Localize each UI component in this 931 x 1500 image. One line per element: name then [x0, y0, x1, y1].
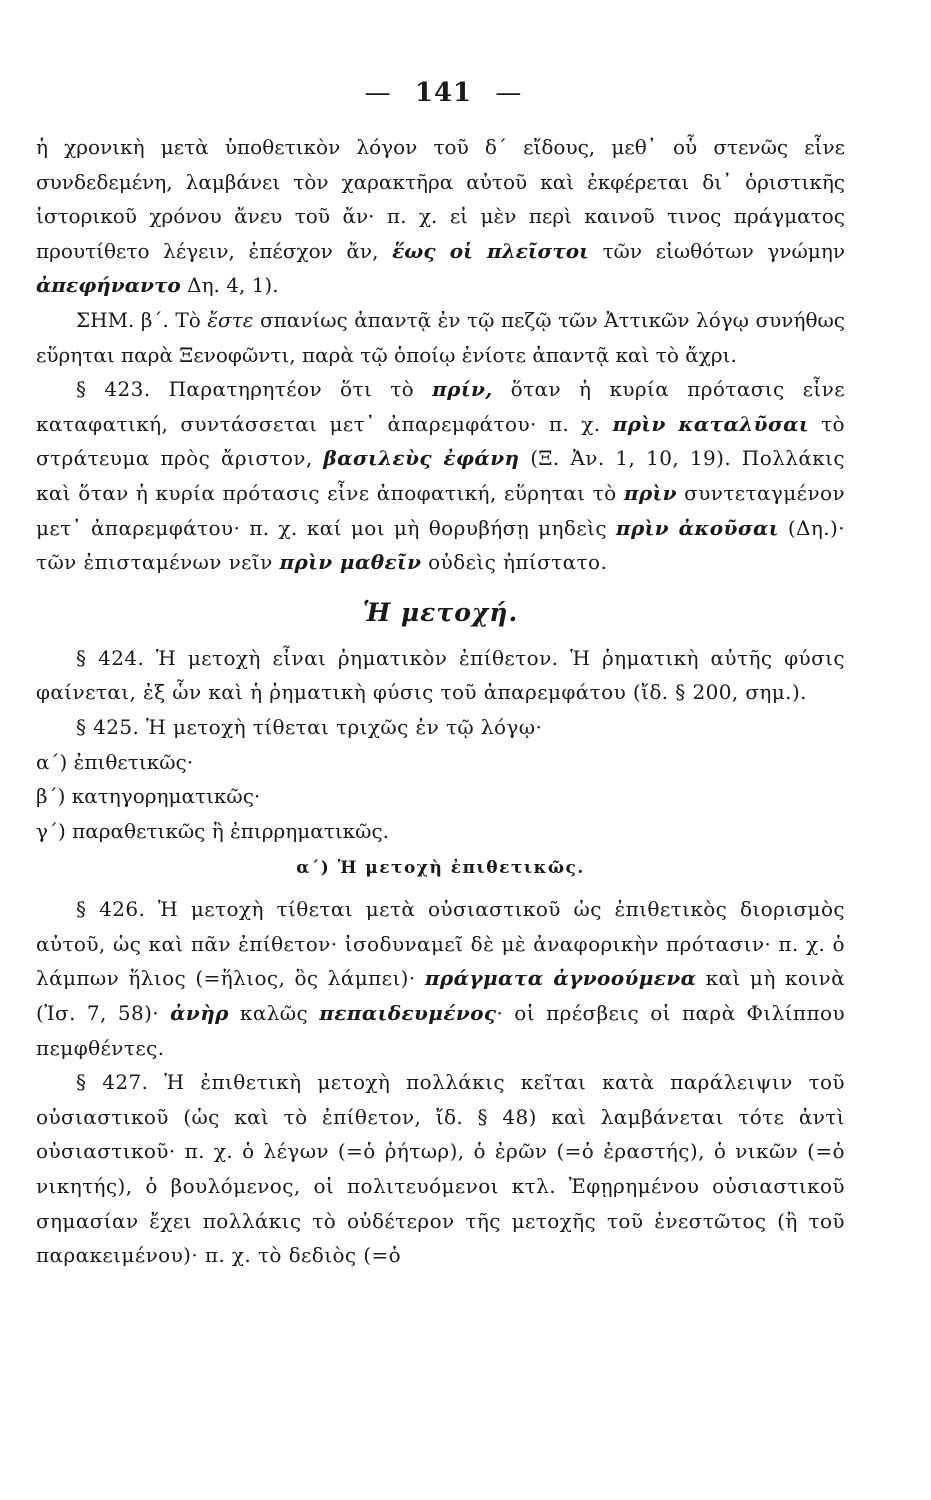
page-number: 141 [414, 78, 473, 108]
list-item: γ΄) παραθετικῶς ἢ ἐπιρρηματικῶς. [36, 818, 390, 843]
emphasis: ἕως οἱ πλεῖστοι [392, 238, 589, 263]
section-424: § 424. Ἡ μετοχὴ εἶναι ῥηματικὸν ἐπίθετον. Ἡ ῥηματικὴ αὐτῆς φύσις φαίνεται, ἐξ ὧν καὶ ἡ ῥηματικὴ φύσις τοῦ ἀπαρεμφάτου (ἴδ. § 200, σημ.). [36, 645, 845, 705]
folio-dash-left: — [364, 78, 392, 108]
section-426: § 426. Ἡ μετοχὴ τίθεται μετὰ οὐσιαστικοῦ ὡς ἐπιθετικὸς διορισμὸς αὐτοῦ, ὡς καὶ πᾶν ἐπίθετον· ἰσοδυναμεῖ δὲ μὲ ἀναφορικὴν πρότασιν· π. χ. ὁ λάμπων ἥλιος (=ἥλιος, ὃς λάμπει)· πράγματα ἀγνοούμενα καὶ μὴ κοινὰ (Ἰσ. 7, 58)· ἀνὴρ καλῶς πεπαιδευμένος· οἱ πρέσβεις οἱ παρὰ Φιλίππου πεμφθέντες. [36, 897, 845, 1060]
section-heading: Ἡ μετοχή. [362, 597, 519, 627]
list-item: β΄) κατηγορηματικῶς· [36, 784, 261, 809]
list-item: α΄) ἐπιθετικῶς· [36, 749, 194, 774]
subsection-heading: α΄) Ἡ μετοχὴ ἐπιθετικῶς. [296, 858, 585, 879]
emphasis: ἀπεφήναντο [36, 273, 181, 298]
section-423: § 423. Παρατηρητέον ὅτι τὸ πρίν, ὅταν ἡ κυρία πρότασις εἶνε καταφατική, συντάσσεται μετ᾽ ἀπαρεμφάτου· π. χ. πρὶν καταλῦσαι τὸ στράτευμα πρὸς ἄριστον, βασιλεὺς ἐφάνη (Ξ. Ἀν. 1, 10, 19). Πολλάκις καὶ ὅταν ἡ κυρία πρότασις εἶνε ἀποφατική, εὕρηται τὸ πρὶν συντεταγμένον μετ᾽ ἀπαρεμφάτου· π. χ. καί μοι μὴ θορυβήσῃ μηδεὶς πρὶν ἀκοῦσαι (Δη.)· τῶν ἐπισταμένων νεῖν πρὶν μαθεῖν οὐδεὶς ἠπίστατο. [36, 377, 846, 575]
section-425: § 425. Ἡ μετοχὴ τίθεται τριχῶς ἐν τῷ λόγῳ· [76, 714, 543, 739]
section-427: § 427. Ἡ ἐπιθετικὴ μετοχὴ πολλάκις κεῖται κατὰ παράλειψιν τοῦ οὐσιαστικοῦ (ὡς καὶ τὸ ἐπίθετον, ἴδ. § 48) καὶ λαμβάνεται τότε ἀντὶ οὐσιαστικοῦ· π. χ. ὁ λέγων (=ὁ ῥήτωρ), ὁ ἐρῶν (=ὁ ἐραστής), ὁ νικῶν (=ὁ νικητής), ὁ βουλόμενος, οἱ πολιτευόμενοι κτλ. Ἐφῃρημένου οὐσιαστικοῦ σημασίαν ἔχει πολλάκις τὸ οὐδέτερον τῆς μετοχῆς τοῦ ἐνεστῶτος (ἢ τοῦ παρακειμένου)· π. χ. τὸ δεδιὸς (=ὁ [36, 1070, 845, 1268]
page-header [36, 78, 845, 108]
paragraph-continued: ἡ χρονικὴ μετὰ ὑποθετικὸν λόγον τοῦ δ΄ εἴδους, μεθ᾽ οὗ στενῶς εἶνε συνδεδεμένη, λαμβάνει τὸν χαρακτῆρα αὐτοῦ καὶ ἐκφέρεται δι᾽ ὁριστικῆς ἱστορικοῦ χρόνου ἄνευ τοῦ ἄν· π. χ. εἰ μὲν περὶ καινοῦ τινος πράγματος προυτίθετο λέγειν, ἐπέσχον ἄν, ἕως οἱ πλεῖστοι τῶν εἰωθότων γνώμην ἀπεφήναντο Δη. 4, 1). [36, 135, 845, 298]
note-paragraph: ΣΗΜ. β΄. Τὸ ἔστε σπανίως ἀπαντᾷ ἐν τῷ πεζῷ τῶν Ἀττικῶν λόγῳ συνήθως εὕρηται παρὰ Ξενοφῶντι, παρὰ τῷ ὁποίῳ ἐνίοτε ἀπαντᾷ καὶ τὸ ἄχρι. [36, 307, 845, 367]
folio-dash-right: — [495, 78, 523, 108]
emphasis: ἔστε [207, 307, 254, 332]
